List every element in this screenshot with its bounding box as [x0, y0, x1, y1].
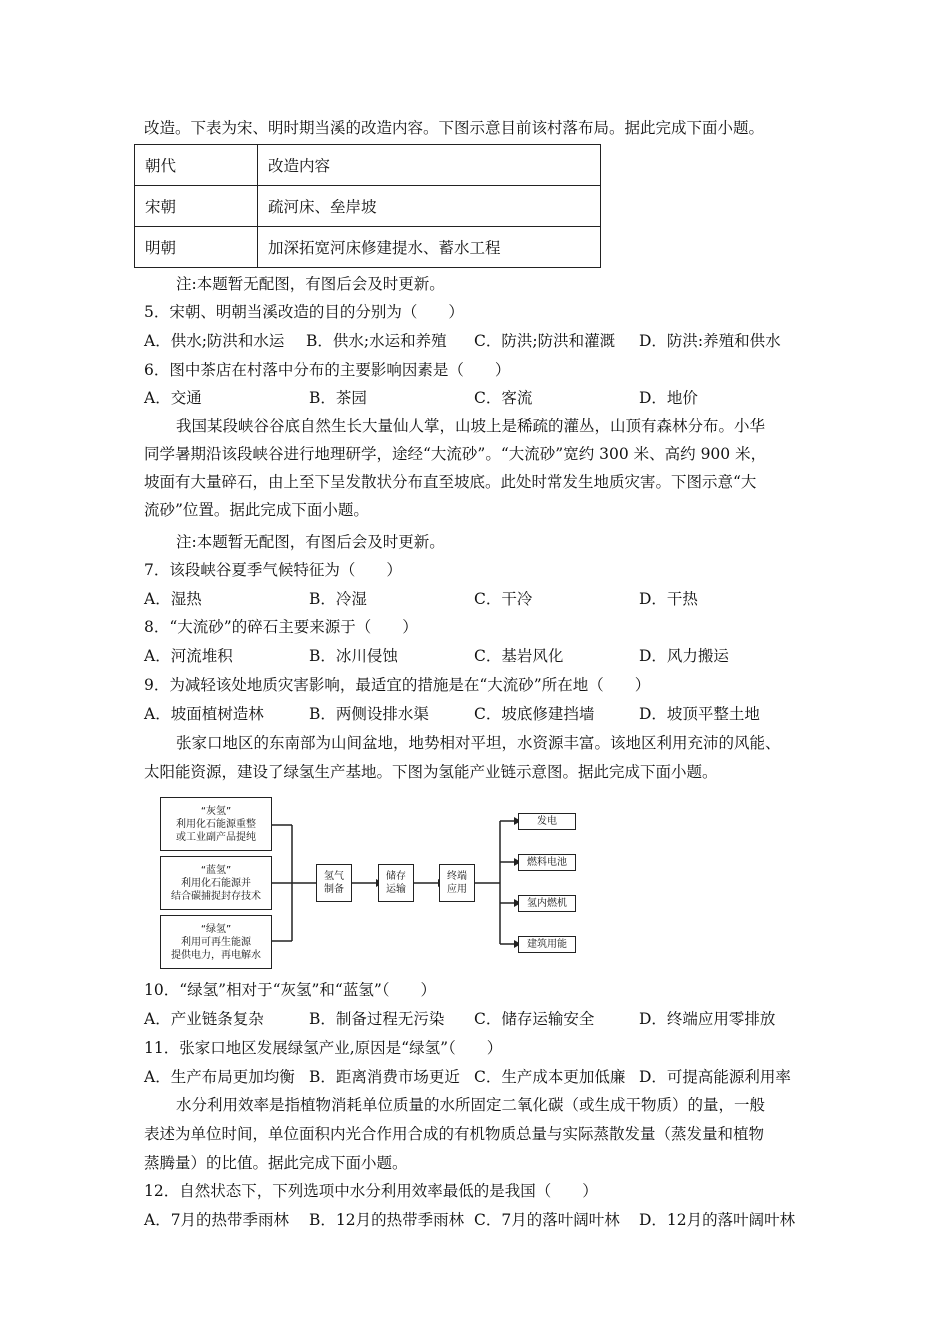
option-b[interactable]: B．两侧设排水渠 — [309, 705, 429, 723]
use-hydrogen-engine: 氢内燃机 — [518, 895, 576, 912]
question-options — [144, 331, 781, 351]
option-a[interactable]: A．供水;防洪和水运 — [144, 332, 285, 350]
option-c[interactable]: C．干冷 — [474, 590, 533, 608]
question-options — [144, 1210, 795, 1230]
use-fuel-cell: 燃料电池 — [518, 854, 576, 871]
reform-table — [134, 144, 601, 268]
option-b[interactable]: B．冷湿 — [309, 590, 367, 608]
option-b[interactable]: B．12月的热带季雨林 — [309, 1211, 465, 1229]
option-c[interactable]: C．生产成本更加低廉 — [474, 1068, 626, 1086]
question-options — [144, 589, 698, 609]
passage-line: 我国某段峡谷谷底自然生长大量仙人掌，山坡上是稀疏的灌丛，山顶有森林分布。小华 — [176, 417, 766, 435]
box-line: 氢气 — [324, 871, 344, 882]
table-header-row — [135, 145, 601, 186]
question-options — [144, 1009, 775, 1029]
note-text: 注:本题暂无配图，有图后会及时更新。 — [176, 275, 445, 293]
box-line: 制备 — [324, 884, 344, 895]
option-b[interactable]: B．茶园 — [309, 389, 367, 407]
box-line: 提供电力，再电解水 — [171, 949, 261, 961]
question-options — [144, 646, 729, 666]
box-title: “绿氢” — [200, 923, 232, 935]
box-line: 储存 — [386, 871, 406, 882]
question-options — [144, 1067, 791, 1087]
box-line: 利用化石能源重整 — [176, 818, 256, 830]
option-b[interactable]: B．冰川侵蚀 — [309, 647, 398, 665]
hydrogen-production-box — [316, 864, 352, 902]
passage-line: 坡面有大量碎石，由上至下呈发散状分布直至坡底。此处时常发生地质灾害。下图示意“大 — [144, 473, 757, 491]
option-a[interactable]: A．7月的热带季雨林 — [144, 1211, 290, 1229]
use-building-energy: 建筑用能 — [518, 936, 576, 953]
box-title: “灰氢” — [200, 805, 232, 817]
option-c[interactable]: C．客流 — [474, 389, 533, 407]
option-d[interactable]: D．坡顶平整土地 — [639, 705, 760, 723]
box-line: 终端 — [447, 871, 467, 882]
question-stem: 12．自然状态下，下列选项中水分利用效率最低的是我国（ ） — [144, 1182, 598, 1200]
question-options — [144, 704, 760, 724]
option-d[interactable]: D．风力搬运 — [639, 647, 729, 665]
storage-transport-box — [378, 864, 414, 902]
option-a[interactable]: A．坡面植树造林 — [144, 705, 264, 723]
box-title: “蓝氢” — [200, 864, 232, 876]
option-c[interactable]: C．坡底修建挡墙 — [474, 705, 595, 723]
passage-line: 张家口地区的东南部为山间盆地，地势相对平坦，水资源丰富。该地区利用充沛的风能、 — [176, 734, 781, 752]
passage-line: 同学暑期沿该段峡谷进行地理研学，途经“大流砂”。“大流砂”宽约 300 米、高约 900 米， — [144, 445, 767, 463]
question-stem: 6．图中茶店在村落中分布的主要影响因素是（ ） — [144, 361, 511, 379]
grey-hydrogen-box — [160, 797, 272, 851]
terminal-application-box — [439, 864, 475, 902]
passage-line: 水分利用效率是指植物消耗单位质量的水所固定二氧化碳（或生成干物质）的量，一般 — [176, 1096, 766, 1114]
blue-hydrogen-box — [160, 856, 272, 910]
option-c[interactable]: C．基岩风化 — [474, 647, 564, 665]
box-line: 利用可再生能源 — [181, 936, 251, 948]
option-b[interactable]: B．距离消费市场更近 — [309, 1068, 460, 1086]
passage-line: 表述为单位时间，单位面积内光合作用合成的有机物质总量与实际蒸散发量（蒸发量和植物 — [144, 1125, 765, 1143]
table-cell: 改造内容 — [258, 145, 601, 186]
question-stem: 11．张家口地区发展绿氢产业,原因是“绿氢”（ ） — [144, 1039, 503, 1057]
passage-line: 蒸腾量）的比值。据此完成下面小题。 — [144, 1154, 408, 1172]
option-d[interactable]: D．终端应用零排放 — [639, 1010, 776, 1028]
question-stem: 10．“绿氢”相对于“灰氢”和“蓝氢”（ ） — [144, 981, 437, 999]
option-b[interactable]: B．制备过程无污染 — [309, 1010, 445, 1028]
question-stem: 9．为减轻该处地质灾害影响，最适宜的措施是在“大流砂”所在地（ ） — [144, 676, 651, 694]
table-cell: 朝代 — [135, 145, 258, 186]
option-a[interactable]: A．生产布局更加均衡 — [144, 1068, 295, 1086]
option-d[interactable]: D．可提高能源利用率 — [639, 1068, 791, 1086]
table-cell: 疏河床、垒岸坡 — [258, 186, 601, 227]
option-c[interactable]: C．储存运输安全 — [474, 1010, 595, 1028]
question-stem: 7．该段峡谷夏季气候特征为（ ） — [144, 561, 402, 579]
passage-line: 太阳能资源，建设了绿氢生产基地。下图为氢能产业链示意图。据此完成下面小题。 — [144, 763, 718, 781]
use-power-generation: 发电 — [518, 813, 576, 830]
option-a[interactable]: A．湿热 — [144, 590, 202, 608]
option-a[interactable]: A．河流堆积 — [144, 647, 233, 665]
question-stem: 8．“大流砂”的碎石主要来源于（ ） — [144, 618, 418, 636]
option-d[interactable]: D．地价 — [639, 389, 698, 407]
green-hydrogen-box — [160, 915, 272, 969]
table-cell: 明朝 — [135, 227, 258, 268]
option-d[interactable]: D．12月的落叶阔叶林 — [639, 1211, 796, 1229]
box-line: 结合碳捕捉封存技术 — [171, 890, 261, 902]
table-row — [135, 186, 601, 227]
intro-text: 改造。下表为宋、明时期当溪的改造内容。下图示意目前该村落布局。据此完成下面小题。 — [144, 119, 765, 137]
option-c[interactable]: C．7月的落叶阔叶林 — [474, 1211, 620, 1229]
table-cell: 加深拓宽河床修建提水、蓄水工程 — [258, 227, 601, 268]
option-d[interactable]: D．防洪:养殖和供水 — [639, 332, 781, 350]
passage-line: 流砂”位置。据此完成下面小题。 — [144, 501, 369, 519]
box-line: 运输 — [386, 884, 406, 895]
box-line: 应用 — [447, 884, 467, 895]
table-row — [135, 227, 601, 268]
table-cell: 宋朝 — [135, 186, 258, 227]
box-line: 利用化石能源并 — [181, 877, 251, 889]
option-b[interactable]: B．供水;水运和养殖 — [306, 332, 447, 350]
note-text: 注:本题暂无配图，有图后会及时更新。 — [176, 533, 445, 551]
option-a[interactable]: A．产业链条复杂 — [144, 1010, 264, 1028]
box-line: 或工业副产品提纯 — [176, 831, 256, 843]
option-d[interactable]: D．干热 — [639, 590, 698, 608]
hydrogen-chain-diagram — [160, 795, 580, 970]
option-a[interactable]: A．交通 — [144, 389, 202, 407]
question-stem: 5．宋朝、明朝当溪改造的目的分别为（ ） — [144, 303, 464, 321]
option-c[interactable]: C．防洪;防洪和灌溉 — [474, 332, 616, 350]
question-options — [144, 388, 698, 408]
